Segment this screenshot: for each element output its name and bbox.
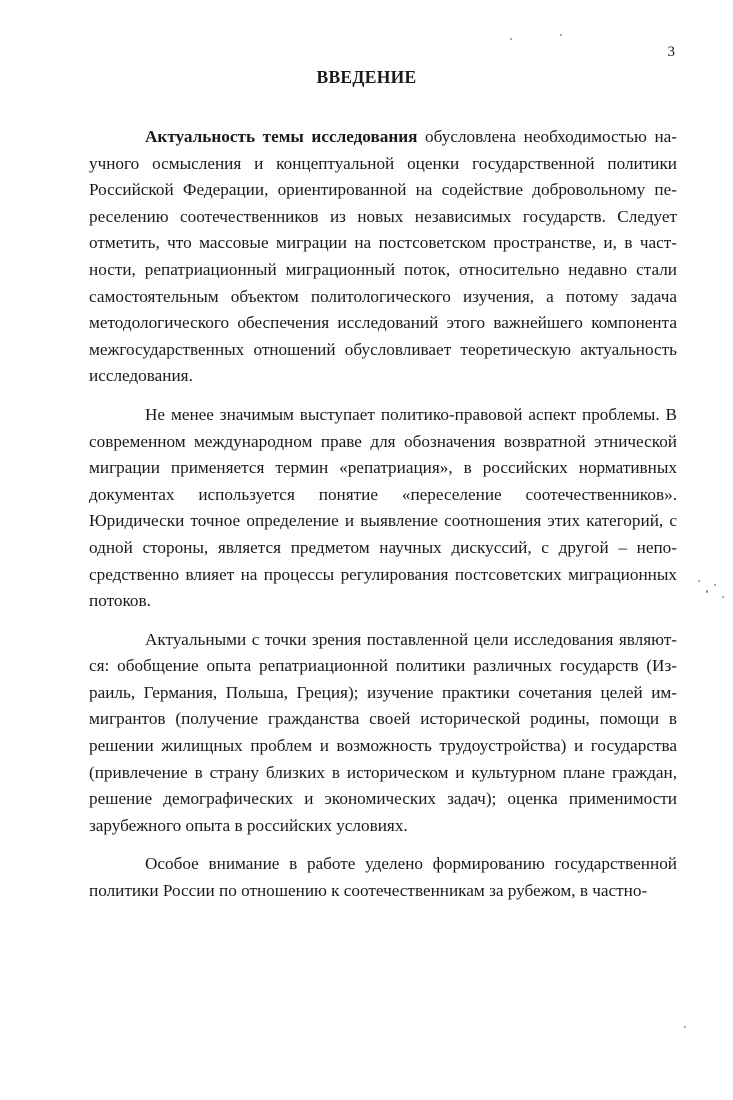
paragraph-3-text: Актуальными с точки зрения поставленной цели исследования являются: обобщение опыта репатриационной политики различных государств (Израиль, Германия, Польша, Греция); изучение практики сочетания целей иммигрантов (получение гражданства своей исторической родины, помощи в решении жилищных проблем и возможность трудоустройства) и государства (привлечение в страну близких в историческом и культурном плане граждан, решение демографических и экономических задач); оценка применимости зарубежного опыта в российских условиях. xyxy=(89,629,677,835)
paragraph-1-text: обусловлена необходимостью научного осмысления и концептуальной оценки государственной политики Российской Федерации, ориентированной на содействие добровольному переселению соотечественников из новых независимых государств. Следует отметить, что массовые миграции на постсоветском пространстве, и, в частности, репатриационный миграционный поток, относительно недавно стали самостоятельным объектом политологического изучения, а потому задача методологического обеспечения исследований этого важнейшего компонента межгосударственных отношений обусловливает теоретическую актуальность исследования. xyxy=(89,127,678,386)
page-number: 3 xyxy=(667,44,675,60)
scan-speck xyxy=(698,580,700,582)
scan-speck xyxy=(510,38,512,40)
scan-speck xyxy=(706,590,708,593)
scan-speck xyxy=(714,584,716,586)
paragraph-2-text: Не менее значимым выступает политико-правовой аспект проблемы. В современном международном праве для обозначения возвратной этнической миграции применяется термин «репатриация», в российских нормативных документах используется понятие «переселение соотечественников». Юридически точное определение и выявление соотношения этих категорий, с одной стороны, является предметом научных дискуссий, с другой – непосредственно влияет на процессы регулирования постсоветских миграционных потоков. xyxy=(89,404,677,611)
scan-speck xyxy=(560,34,562,36)
section-title: ВВЕДЕНИЕ xyxy=(316,67,417,87)
body-text xyxy=(89,124,677,917)
paragraph-1 xyxy=(89,124,677,390)
paragraph-3 xyxy=(89,627,677,840)
scan-speck xyxy=(722,596,724,598)
paragraph-4 xyxy=(89,851,677,904)
paragraph-4-text: Особое внимание в работе уделено формированию государственной политики России по отношению к соотечественникам за рубежом, в частно- xyxy=(89,854,677,901)
paragraph-2 xyxy=(89,402,677,615)
paragraph-1-lead: Актуальность темы исследования xyxy=(145,127,418,146)
scan-speck xyxy=(684,1026,686,1028)
